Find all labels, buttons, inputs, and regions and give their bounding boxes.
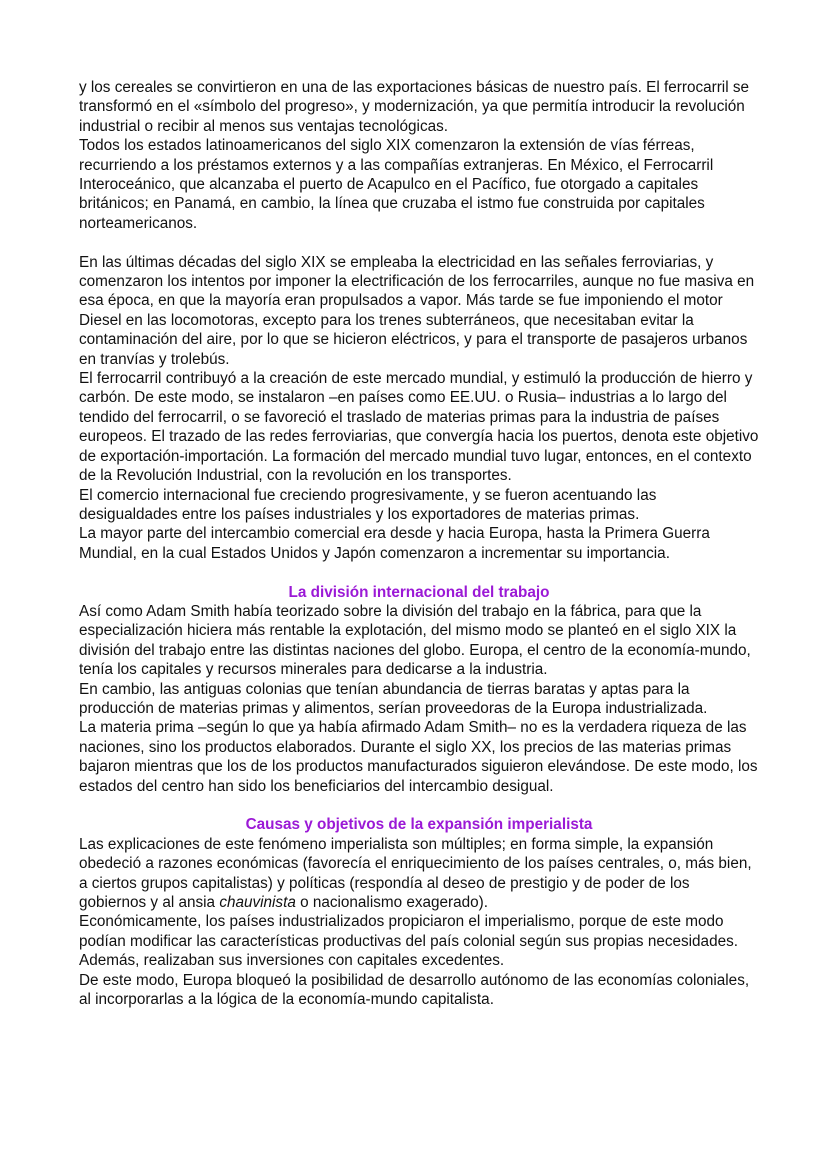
document-page <box>79 78 759 1009</box>
section-heading-division: La división internacional del trabajo <box>288 583 550 601</box>
paragraph: Económicamente, los países industrializados propiciaron el imperialismo, porque de este modo podían modificar las características productivas del país colonial según sus propias necesidades. Además, realizaban sus inversiones con capitales excedentes. <box>79 913 738 970</box>
paragraph: y los cereales se convirtieron en una de las exportaciones básicas de nuestro país. El ferrocarril se transformó en el «símbolo del progreso», y modernización, ya que permitía introducir la revolución industrial o recibir al menos sus ventajas tecnológicas. <box>79 79 750 135</box>
paragraph: En las últimas décadas del siglo XIX se empleaba la electricidad en las señales ferroviarias, y comenzaron los intentos por imponer la electrificación de los ferrocarriles, aunque no fue masiva en esa época, en que la mayoría eran propulsados a vapor. Más tarde se fue imponiendo el motor Diesel en las locomotoras, excepto para los trenes subterráneos, que necesitaban evitar la contaminación del aire, por lo que se hicieron eléctricos, y para el transporte de pasajeros urbanos en tranvías y trolebús. <box>79 253 755 368</box>
text-run: o nacionalismo exagerado). <box>295 894 489 912</box>
text-run: Las explicaciones de este fenómeno imperialista son múltiples; en forma simple, la expansión obedeció a razones económicas (favorecía el enriquecimiento de los países centrales, o, más bien, a ciertos grupos capitalistas) y políticas (respondía al deseo de prestigio y de poder de los gobiernos y al ansia <box>79 835 752 912</box>
paragraph: En cambio, las antiguas colonias que tenían abundancia de tierras baratas y aptas para la producción de materias primas y alimentos, serían proveedoras de la Europa industrializada. <box>79 680 708 717</box>
section-heading-causas: Causas y objetivos de la expansión imperialista <box>245 816 593 834</box>
paragraph <box>79 835 759 913</box>
paragraph: De este modo, Europa bloqueó la posibilidad de desarrollo autónomo de las economías coloniales, al incorporarlas a la lógica de la economía-mundo capitalista. <box>79 971 750 1009</box>
paragraph: La mayor parte del intercambio comercial era desde y hacia Europa, hasta la Primera Guerra Mundial, en la cual Estados Unidos y Japón comenzaron a incrementar su importancia. <box>79 525 710 562</box>
paragraph: El ferrocarril contribuyó a la creación de este mercado mundial, y estimuló la producción de hierro y carbón. De este modo, se instalaron –en países como EE.UU. o Rusia– industrias a lo largo del tendido del ferrocarril, o se favoreció el traslado de materias primas para la industria de países europeos. El trazado de las redes ferroviarias, que convergía hacia los puertos, denota este objetivo de exportación-importación. La formación del mercado mundial tuvo lugar, entonces, en el contexto de la Revolución Industrial, con la revolución en los transportes. <box>79 370 759 485</box>
paragraph-gap <box>79 563 759 582</box>
paragraph: La materia prima –según lo que ya había afirmado Adam Smith– no es la verdadera riqueza de las naciones, sino los productos elaborados. Durante el siglo XX, los precios de las materias primas bajaron mientras que los de los productos manufacturados siguieron elevándose. De este modo, los estados del centro han sido los beneficiarios del intercambio desigual. <box>79 719 758 795</box>
paragraph-gap <box>79 796 759 815</box>
italic-term: chauvinista <box>219 894 296 912</box>
paragraph: Todos los estados latinoamericanos del siglo XIX comenzaron la extensión de vías férreas, recurriendo a los préstamos externos y a las compañías extranjeras. En México, el Ferrocarril Interoceánico, que alcanzaba el puerto de Acapulco en el Pacífico, fue otorgado a capitales británicos; en Panamá, en cambio, la línea que cruzaba el istmo fue construida por capitales norteamericanos. <box>79 137 714 232</box>
paragraph: El comercio internacional fue creciendo progresivamente, y se fueron acentuando las desigualdades entre los países industriales y los exportadores de materias primas. <box>79 486 657 523</box>
paragraph-gap <box>79 233 759 252</box>
paragraph: Así como Adam Smith había teorizado sobre la división del trabajo en la fábrica, para que la especialización hiciera más rentable la explotación, del mismo modo se planteó en el siglo XIX la división del trabajo entre las distintas naciones del globo. Europa, el centro de la economía-mundo, tenía los capitales y recursos minerales para dedicarse a la industria. <box>79 602 751 679</box>
